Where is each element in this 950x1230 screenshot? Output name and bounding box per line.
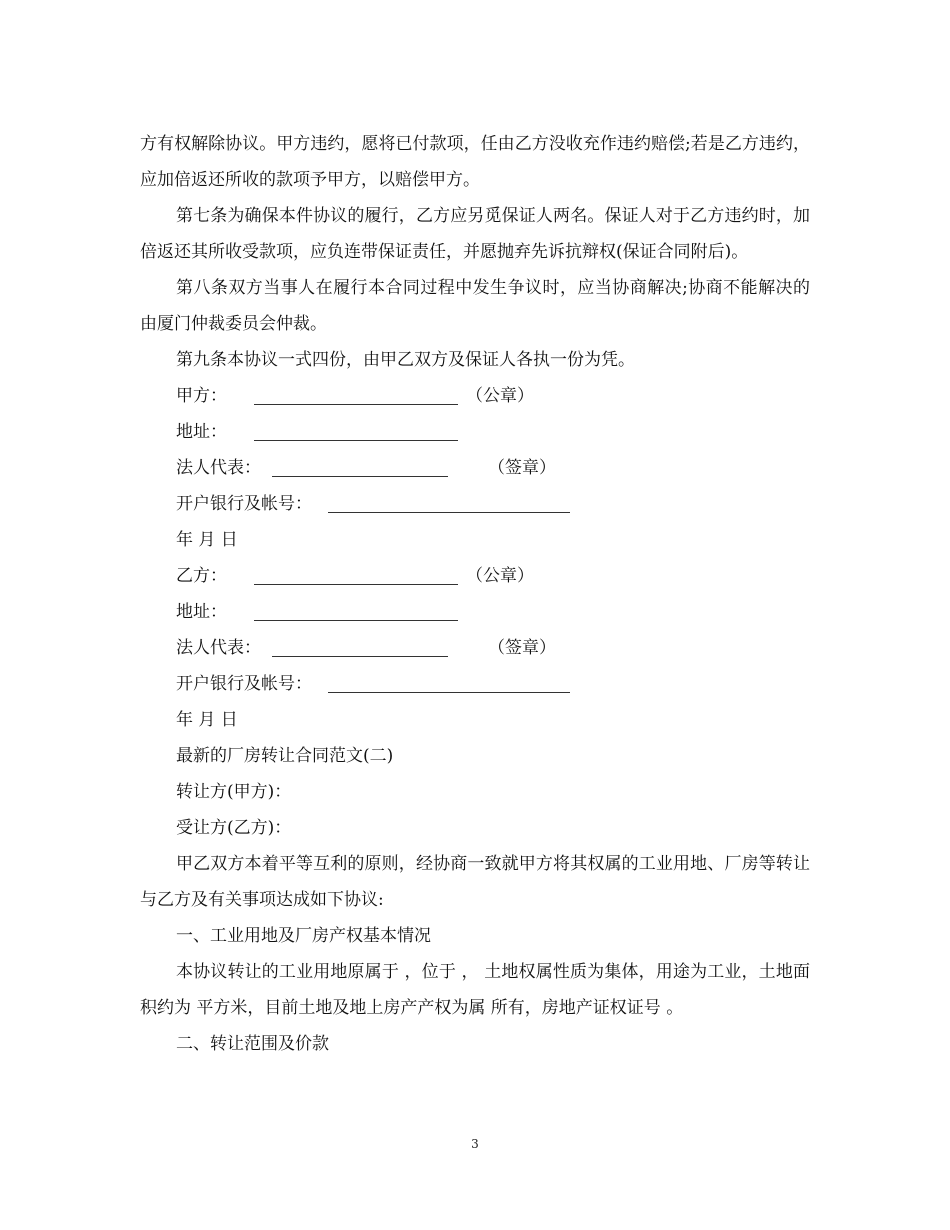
party-a-seal: （公章） (466, 386, 534, 406)
party-b-bank-line (140, 666, 810, 702)
party-b-bank-blank (328, 666, 570, 693)
paragraph-article-7: 第七条为确保本件协议的履行，乙方应另觅保证人两名。保证人对于乙方违约时，加倍返还其所收受款项，应负连带保证责任，并愿抛弃先诉抗辩权(保证合同附后)。 (140, 206, 810, 262)
page-number: 3 (471, 1137, 479, 1151)
transferee-line: 受让方(乙方)： (176, 818, 292, 838)
party-b-address-blank (254, 594, 458, 621)
party-b-address-label: 地址： (176, 602, 227, 622)
section-1-heading: 一、工业用地及厂房产权基本情况 (176, 926, 431, 946)
paragraph-article-8: 第八条双方当事人在履行本合同过程中发生争议时，应当协商解决;协商不能解决的由厦门仲裁委员会仲裁。 (140, 278, 810, 334)
party-a-rep-line (140, 450, 810, 486)
party-b-rep-line (140, 630, 810, 666)
party-b-name-blank (254, 558, 458, 585)
party-a-rep-label: 法人代表： (176, 458, 261, 478)
party-b-address-line (140, 594, 810, 630)
party-a-address-blank (254, 414, 458, 441)
party-a-name-line (140, 378, 810, 414)
section-1-body: 本协议转让的工业用地原属于 ，位于 ， 土地权属性质为集体，用途为工业，土地面积约为 平方米，目前土地及地上房产产权为属 所有，房地产证权证号 。 (140, 962, 810, 1018)
party-a-bank-blank (328, 486, 570, 513)
party-b-rep-label: 法人代表： (176, 638, 261, 658)
party-b-name-line (140, 558, 810, 594)
section-2-heading: 二、转让范围及价款 (176, 1034, 329, 1054)
party-b-label: 乙方： (176, 566, 227, 586)
party-b-rep-seal: （签章） (488, 638, 556, 658)
paragraph-article-9: 第九条本协议一式四份，由甲乙双方及保证人各执一份为凭。 (176, 350, 635, 370)
paragraph-breach-terms: 方有权解除协议。甲方违约，愿将已付款项，任由乙方没收充作违约赔偿;若是乙方违约，应加倍返还所收的款项予甲方，以赔偿甲方。 (140, 134, 810, 190)
second-contract-intro: 甲乙双方本着平等互利的原则，经协商一致就甲方将其权属的工业用地、厂房等转让与乙方及有关事项达成如下协议: (140, 854, 810, 910)
party-b-rep-blank (272, 630, 448, 657)
document-body (140, 126, 810, 1062)
second-contract-title: 最新的厂房转让合同范文(二) (176, 746, 394, 766)
party-a-label: 甲方： (176, 386, 227, 406)
transferor-line: 转让方(甲方)： (176, 782, 292, 802)
party-b-seal: （公章） (466, 566, 534, 586)
party-a-address-line (140, 414, 810, 450)
party-a-date: 年 月 日 (176, 530, 238, 550)
party-b-bank-label: 开户银行及帐号： (176, 674, 312, 694)
party-a-address-label: 地址： (176, 422, 227, 442)
party-a-bank-line (140, 486, 810, 522)
party-a-rep-blank (272, 450, 448, 477)
party-a-bank-label: 开户银行及帐号： (176, 494, 312, 514)
party-a-name-blank (254, 378, 458, 405)
party-b-date: 年 月 日 (176, 710, 238, 730)
party-a-rep-seal: （签章） (488, 458, 556, 478)
